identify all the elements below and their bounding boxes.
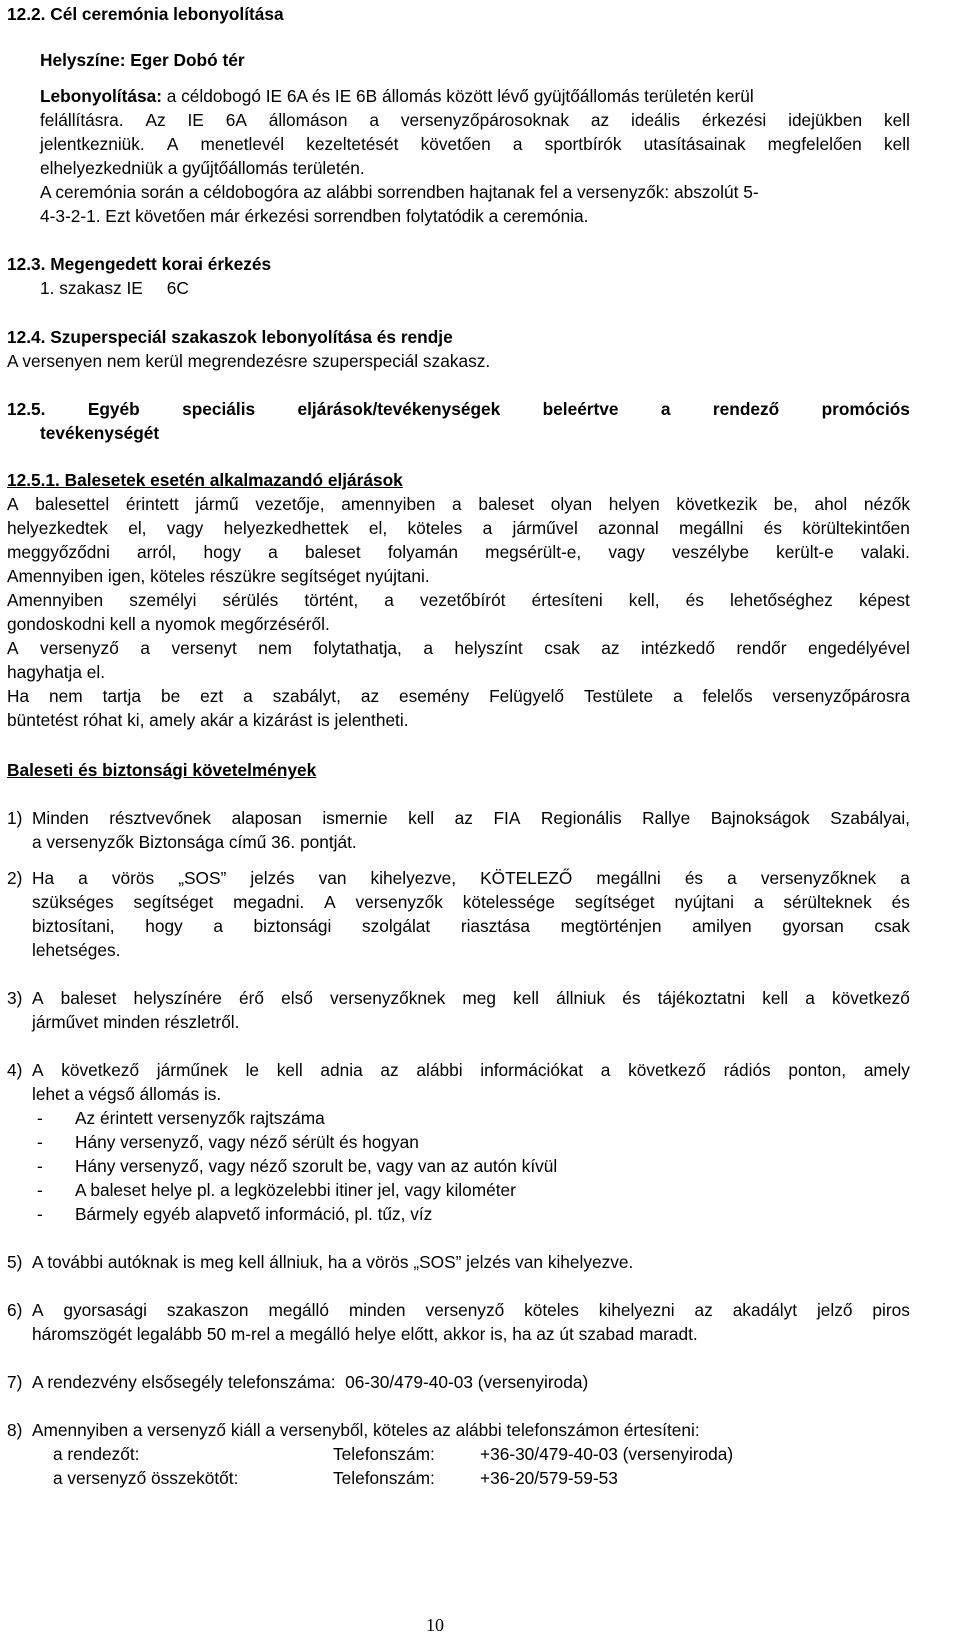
word: kihelyezve,	[370, 868, 457, 888]
word: és	[763, 518, 782, 538]
word: adnia	[320, 1060, 363, 1080]
word: biztonsági	[253, 916, 332, 936]
list-item-line	[32, 914, 910, 938]
word: jármű	[195, 494, 239, 514]
word: helyszínére	[133, 988, 222, 1008]
bullet-dash: -	[37, 1132, 43, 1152]
word: a	[452, 494, 462, 514]
word: a	[140, 638, 150, 658]
word: sérülés	[222, 590, 279, 610]
word: sportbírók	[544, 134, 622, 154]
word: a	[423, 638, 433, 658]
word: speciális	[182, 399, 256, 419]
word: amely	[863, 1060, 910, 1080]
word: a	[268, 542, 278, 562]
word: értesíteni	[531, 590, 603, 610]
word: A	[32, 1300, 44, 1320]
list-item-line: lehetséges.	[32, 940, 121, 960]
word: lehetőséghez	[730, 590, 833, 610]
word: eljárások/tevékenységek	[297, 399, 501, 419]
paragraph-line: A ceremónia során a céldobogóra az alábbi sorrendben hajtanak fel a versenyzők: abszolút 5-	[40, 182, 759, 202]
word: a	[78, 868, 88, 888]
word: nyújtani	[674, 892, 735, 912]
word: Egyéb	[87, 399, 140, 419]
list-number: 5)	[7, 1252, 23, 1272]
word: gyorsan	[782, 916, 844, 936]
word: kell	[408, 808, 435, 828]
word: baleset	[478, 494, 535, 514]
word: rendőr	[736, 638, 787, 658]
word: versenyzőpárosoknak	[400, 110, 569, 130]
word: körültekintően	[802, 518, 910, 538]
word: menetlevél	[200, 134, 285, 154]
word: nem	[258, 638, 292, 658]
word: megfelelően	[767, 134, 862, 154]
word: ezt	[200, 686, 224, 706]
list-item-line: A rendezvény elsősegély telefonszáma: 06-30/479-40-03 (versenyiroda)	[32, 1372, 589, 1392]
word: A	[7, 638, 19, 658]
word: megálló	[268, 1300, 329, 1320]
word: és	[684, 868, 704, 888]
organization-line	[40, 84, 910, 108]
word: Testülete	[583, 686, 654, 706]
word: a	[753, 892, 764, 912]
word: helyezkedhettek	[223, 518, 349, 538]
word: riasztása	[460, 916, 530, 936]
list-number: 2)	[7, 868, 23, 888]
word: A	[7, 494, 19, 514]
word: jelzés	[250, 868, 295, 888]
word: következő	[61, 1060, 140, 1080]
organization-text: a céldobogó IE 6A és IE 6B állomás között lévő gyüjtőállomás területén kerül	[161, 86, 754, 106]
word: el,	[128, 518, 147, 538]
word: a	[369, 110, 379, 130]
word: IE	[187, 110, 204, 130]
paragraph-line	[7, 636, 910, 660]
list-item-line	[32, 986, 910, 1010]
word: versenyző	[425, 1300, 505, 1320]
word: felállításra.	[40, 110, 124, 130]
paragraph-line	[7, 684, 910, 708]
word: A	[32, 1060, 44, 1080]
word: segítséget	[574, 892, 655, 912]
paragraph-line: büntetést róhat ki, amely akár a kizárást is jelentheti.	[7, 710, 409, 730]
word: az	[694, 1300, 713, 1320]
word: következő	[628, 1060, 706, 1080]
word: tájékoztatni	[657, 988, 746, 1008]
word: ideális	[631, 110, 680, 130]
list-item-line	[32, 890, 910, 914]
word: érő	[239, 988, 264, 1008]
word: kell	[762, 988, 789, 1008]
word: a	[482, 518, 493, 538]
list-item-line: háromszögét legalább 50 m-rel a megálló helye előtt, akkor is, ha az út szabad maradt.	[32, 1324, 698, 1344]
word: Szabályai,	[830, 808, 910, 828]
word: az	[590, 110, 610, 130]
word: baleset	[304, 542, 361, 562]
word: versenyt	[171, 638, 237, 658]
paragraph-line: 4-3-2-1. Ezt követően már érkezési sorrendben folytatódik a ceremónia.	[40, 206, 589, 226]
word: Ha	[7, 686, 30, 706]
word: vagy	[608, 542, 645, 562]
list-number: 1)	[7, 808, 23, 828]
word: Az	[145, 110, 166, 130]
word: be	[160, 686, 181, 706]
word: a	[213, 916, 223, 936]
word: Amennyiben	[7, 590, 104, 610]
word: személyi	[129, 590, 197, 610]
word: Regionális	[540, 808, 622, 828]
word: járműnek	[156, 1060, 228, 1080]
list-item-line	[32, 1058, 910, 1082]
paragraph-line	[40, 132, 910, 156]
word: valaki.	[860, 542, 910, 562]
word: FIA	[493, 808, 521, 828]
word: utasításainak	[643, 134, 746, 154]
word: rendező	[712, 399, 780, 419]
word: következő	[832, 988, 910, 1008]
section-12-4-heading: 12.4. Szuperspeciál szakaszok lebonyolítása és rendje	[7, 327, 453, 347]
word: le	[245, 1060, 260, 1080]
word: rádiós	[723, 1060, 771, 1080]
word: alábbi	[416, 1060, 463, 1080]
word: és	[622, 988, 641, 1008]
organization-label: Lebonyolítása:	[40, 86, 162, 106]
list-item-line: járművet minden részletről.	[32, 1012, 240, 1032]
page-number: 10	[426, 1615, 444, 1635]
word: az	[380, 1060, 399, 1080]
bullet-item: A baleset helye pl. a legközelebbi itiner jel, vagy kilométer	[75, 1180, 516, 1200]
word: köteles	[524, 1300, 579, 1320]
word: versenyző	[40, 638, 119, 658]
contact-label: Telefonszám:	[333, 1444, 435, 1464]
word: akadályt	[732, 1300, 798, 1320]
venue-line: Helyszíne: Eger Dobó tér	[40, 50, 245, 70]
bullet-item: Hány versenyző, vagy néző szorult be, vagy van az autón kívül	[75, 1156, 558, 1176]
word: gyorsasági	[63, 1300, 147, 1320]
word: kell	[883, 110, 910, 130]
bullet-dash: -	[37, 1156, 43, 1176]
word: nem	[49, 686, 83, 706]
word: és	[891, 892, 910, 912]
word: kell	[513, 988, 540, 1008]
word: kell,	[628, 590, 660, 610]
word: azonnal	[598, 518, 659, 538]
bullet-dash: -	[37, 1180, 43, 1200]
section-12-5-heading-cont: tevékenységét	[40, 423, 160, 443]
word: az	[454, 808, 473, 828]
word: megtörténjen	[560, 916, 662, 936]
list-item-line: Amennyiben a versenyző kiáll a versenyből, köteles az alábbi telefonszámon értesíteni:	[32, 1420, 700, 1440]
word: az	[601, 638, 620, 658]
word: kell	[276, 1060, 303, 1080]
word: biztosítani,	[32, 916, 115, 936]
paragraph-line: hagyhatja el.	[7, 662, 106, 682]
word: versenyzők	[355, 892, 443, 912]
early-arrival-line: 1. szakasz IE 6C	[40, 278, 189, 298]
word: versenyzőknek	[329, 988, 446, 1008]
word: a	[512, 134, 523, 154]
word: szükséges	[32, 892, 114, 912]
word: kezeltetését	[306, 134, 399, 154]
word: megállni	[679, 518, 744, 538]
word: a	[673, 686, 683, 706]
section-12-3-heading: 12.3. Megengedett korai érkezés	[7, 254, 272, 274]
word: szakaszon	[166, 1300, 249, 1320]
word: csak	[544, 638, 580, 658]
word: KÖTELEZŐ	[480, 868, 573, 888]
word: hogy	[145, 916, 183, 936]
list-number: 7)	[7, 1372, 23, 1392]
list-number: 4)	[7, 1060, 23, 1080]
word: jelző	[816, 1300, 853, 1320]
bullet-item: Bármely egyéb alapvető információ, pl. tűz, víz	[75, 1204, 433, 1224]
word: és	[685, 590, 704, 610]
word: szabályt,	[272, 686, 341, 706]
word: intézkedő	[641, 638, 716, 658]
word: A	[324, 892, 336, 912]
contact-who: a rendezőt:	[53, 1444, 140, 1464]
word: Bajnokságok	[710, 808, 810, 828]
word: vezetőbírót	[419, 590, 506, 610]
word: meg	[462, 988, 496, 1008]
word: első	[281, 988, 313, 1008]
paragraph-line: Amennyiben igen, köteles részükre segítséget nyújtani.	[7, 566, 430, 586]
word: esemény	[399, 686, 470, 706]
word: a	[243, 686, 253, 706]
paragraph-line: gondoskodni kell a nyomok megőrzéséről.	[7, 614, 330, 634]
word: alaposan	[231, 808, 302, 828]
paragraph-line	[7, 588, 910, 612]
word: megállni	[596, 868, 661, 888]
word: Rallye	[642, 808, 691, 828]
contact-who: a versenyző összekötőt:	[53, 1468, 239, 1488]
word: kihelyezni	[598, 1300, 675, 1320]
word: a	[384, 590, 394, 610]
word: versenyzőpárosra	[772, 686, 910, 706]
word: tartja	[102, 686, 142, 706]
list-item-line: a versenyzők Biztonsága című 36. pontját.	[32, 832, 357, 852]
word: képest	[858, 590, 910, 610]
word: következik	[676, 494, 758, 514]
word: engedélyével	[808, 638, 910, 658]
word: arról,	[136, 542, 177, 562]
superspecial-line: A versenyen nem kerül megrendezésre szuperspeciál szakasz.	[7, 351, 491, 371]
word: nézők	[863, 494, 910, 514]
word: van	[318, 868, 347, 888]
list-number: 3)	[7, 988, 23, 1008]
word: vezetője,	[255, 494, 325, 514]
word: beleértve	[542, 399, 619, 419]
word: kötelessége	[462, 892, 555, 912]
word: folyamán	[387, 542, 458, 562]
word: idejükben	[788, 110, 863, 130]
bullet-dash: -	[37, 1108, 43, 1128]
word: promóciós	[821, 399, 910, 419]
word: a	[600, 1060, 611, 1080]
word: ponton,	[788, 1060, 847, 1080]
word: csak	[874, 916, 910, 936]
word: be,	[773, 494, 798, 514]
bullet-dash: -	[37, 1204, 43, 1224]
word: jelentkezniük.	[40, 134, 145, 154]
word: hogy	[203, 542, 241, 562]
word: helyszínt	[454, 638, 523, 658]
word: amennyiben	[341, 494, 436, 514]
word: folytathatja,	[313, 638, 402, 658]
paragraph-line	[7, 540, 910, 564]
word: helyen	[608, 494, 660, 514]
word: Felügyelő	[489, 686, 565, 706]
list-number: 8)	[7, 1420, 23, 1440]
word: minden	[348, 1300, 406, 1320]
word: segítséget	[133, 892, 214, 912]
word: el,	[368, 518, 388, 538]
word: sérülteknek	[783, 892, 872, 912]
word: 6A	[225, 110, 247, 130]
list-item-line: A további autóknak is meg kell állniuk, ha a vörös „SOS” jelzés van kihelyezve.	[32, 1252, 634, 1272]
word: információkat	[480, 1060, 584, 1080]
word: a	[805, 988, 815, 1008]
list-item-line: lehet a végső állomás is.	[32, 1084, 222, 1104]
word: veszélybe	[672, 542, 749, 562]
paragraph-line	[7, 492, 910, 516]
word: meggyőződni	[7, 542, 110, 562]
word: állomáson	[268, 110, 348, 130]
word: balesettel	[35, 494, 110, 514]
word: megadni.	[233, 892, 305, 912]
word: kell	[883, 134, 910, 154]
word: járművel	[512, 518, 578, 538]
word: ismernie	[322, 808, 388, 828]
word: szolgálat	[361, 916, 431, 936]
contact-number: +36-30/479-40-03 (versenyiroda)	[480, 1444, 734, 1464]
word: érintett	[125, 494, 179, 514]
bullet-item: Az érintett versenyzők rajtszáma	[75, 1108, 325, 1128]
word: A	[166, 134, 179, 154]
paragraph-line	[7, 516, 910, 540]
section-12-2-heading: 12.2. Cél ceremónia lebonyolítása	[7, 4, 284, 24]
word: „SOS”	[178, 868, 227, 888]
word: olyan	[550, 494, 593, 514]
word: köteles	[407, 518, 463, 538]
paragraph-line	[40, 108, 910, 132]
word: a	[660, 399, 671, 419]
bullet-item: Hány versenyző, vagy néző sérült és hogyan	[75, 1132, 419, 1152]
word: ahol	[814, 494, 848, 514]
word: érkezési	[701, 110, 767, 130]
word: résztvevőnek	[109, 808, 212, 828]
paragraph-line: elhelyezkedniük a gyűjtőállomás területén.	[40, 158, 365, 178]
word: A	[32, 988, 44, 1008]
word: a	[727, 868, 737, 888]
word: megsérült-e,	[485, 542, 582, 562]
word: piros	[872, 1300, 910, 1320]
word: a	[900, 868, 910, 888]
word: követően	[420, 134, 491, 154]
word: Ha	[32, 868, 55, 888]
word: került-e	[776, 542, 834, 562]
word: felelős	[702, 686, 753, 706]
word: történt,	[304, 590, 359, 610]
word: helyezkedtek	[7, 518, 108, 538]
word: baleset	[60, 988, 117, 1008]
list-number: 6)	[7, 1300, 23, 1320]
word: amilyen	[692, 916, 752, 936]
word: az	[360, 686, 380, 706]
section-12-5-heading	[7, 397, 910, 421]
word: versenyzőknek	[760, 868, 877, 888]
list-item-line	[32, 806, 910, 830]
contact-label: Telefonszám:	[333, 1468, 435, 1488]
safety-heading: Baleseti és biztonsági követelmények	[7, 760, 317, 780]
list-item-line	[32, 1298, 910, 1322]
section-12-5-1-heading: 12.5.1. Balesetek esetén alkalmazandó eljárások	[7, 470, 403, 490]
word: Minden	[32, 808, 89, 828]
word: állniuk	[556, 988, 606, 1008]
contact-number: +36-20/579-59-53	[480, 1468, 618, 1488]
word: vagy	[166, 518, 204, 538]
word: 12.5.	[7, 399, 46, 419]
list-item-line	[32, 866, 910, 890]
word: vörös	[111, 868, 155, 888]
